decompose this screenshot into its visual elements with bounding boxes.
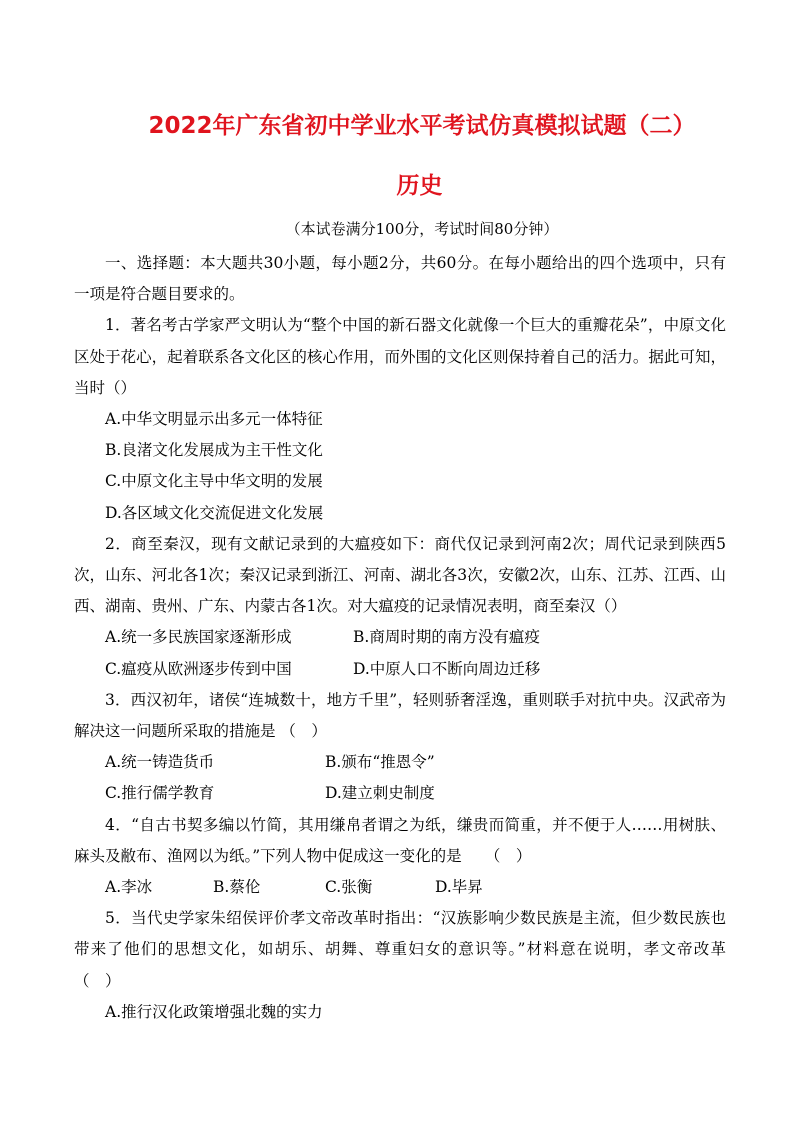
question-3-option-c: C.推行儒学教育 <box>105 784 215 803</box>
question-2-stem: 2．商至秦汉，现有文献记录到的大瘟疫如下：商代仅记录到河南2次；周代记录到陕西5次，山东、河北各1次；秦汉记录到浙江、河南、湖北各3次，安徽2次，山东、江苏、江西、山西、湖南、贵州、广东、内蒙古各1次。对大瘟疫的记录情况表明，商至秦汉（） <box>74 534 726 616</box>
question-2-option-b: B.商周时期的南方没有瘟疫 <box>353 628 540 647</box>
question-2-options-row-1 <box>74 622 726 653</box>
question-4-stem: 4．“自古书契多编以竹简，其用缣帛者谓之为纸，缣贵而简重，并不便于人……用树肤、麻头及敝布、渔网以为纸。”下列人物中促成这一变化的是 （ ） <box>74 815 726 865</box>
question-1-option-a: A.中华文明显示出多元一体特征 <box>105 410 323 429</box>
question-3-option-d: D.建立刺史制度 <box>325 784 435 803</box>
question-2-option-c: C.瘟疫从欧洲逐步传到中国 <box>105 659 292 678</box>
question-2-options-row-2 <box>74 654 726 685</box>
question-1-option-d: D.各区域文化交流促进文化发展 <box>105 503 324 522</box>
question-4-option-c: C.张衡 <box>325 878 373 897</box>
exam-note: （本试卷满分100分，考试时间80分钟） <box>285 220 559 238</box>
question-4-options-row <box>74 872 726 903</box>
question-4-option-b: B.蔡伦 <box>213 878 261 897</box>
question-2-option-d: D.中原人口不断向周边迁移 <box>353 659 541 678</box>
question-4-option-a: A.李冰 <box>105 878 153 897</box>
question-1-option-b: B.良渚文化发展成为主干性文化 <box>105 441 323 460</box>
question-3-option-a: A.统一铸造货币 <box>105 753 215 772</box>
question-5-stem: 5．当代史学家朱绍侯评价孝文帝改革时指出：“汉族影响少数民族是主流，但少数民族也带来了他们的思想文化，如胡乐、胡舞、尊重妇女的意识等。”材料意在说明，孝文帝改革 （ ） <box>74 909 789 990</box>
exam-subject: 历史 <box>396 173 443 199</box>
question-3-options-row-1 <box>74 747 726 778</box>
exam-title: 2022年广东省初中学业水平考试仿真模拟试题（二） <box>148 113 696 139</box>
question-3-option-b: B.颁布“推恩令” <box>325 753 435 772</box>
question-1-stem: 1．著名考古学家严文明认为“整个中国的新石器文化就像一个巨大的重瓣花朵”，中原文化区处于花心，起着联系各文化区的核心作用，而外围的文化区则保持着自己的活力。据此可知，当时（） <box>74 316 726 397</box>
section-intro: 一、选择题：本大题共30小题，每小题2分，共60分。在每小题给出的四个选项中，只有一项是符合题目要求的。 <box>74 254 726 304</box>
question-4-option-d: D.毕昇 <box>435 878 483 897</box>
question-3-options-row-2 <box>74 778 726 809</box>
question-2-option-a: A.统一多民族国家逐渐形成 <box>105 628 292 647</box>
question-3-stem: 3．西汉初年，诸侯“连城数十，地方千里”，轻则骄奢淫逸，重则联手对抗中央。汉武帝为解决这一问题所采取的措施是 （ ） <box>74 690 726 741</box>
exam-body <box>74 248 789 1028</box>
question-1-option-c: C.中原文化主导中华文明的发展 <box>105 472 323 491</box>
question-5-option-a: A.推行汉化政策增强北魏的实力 <box>105 1002 323 1021</box>
